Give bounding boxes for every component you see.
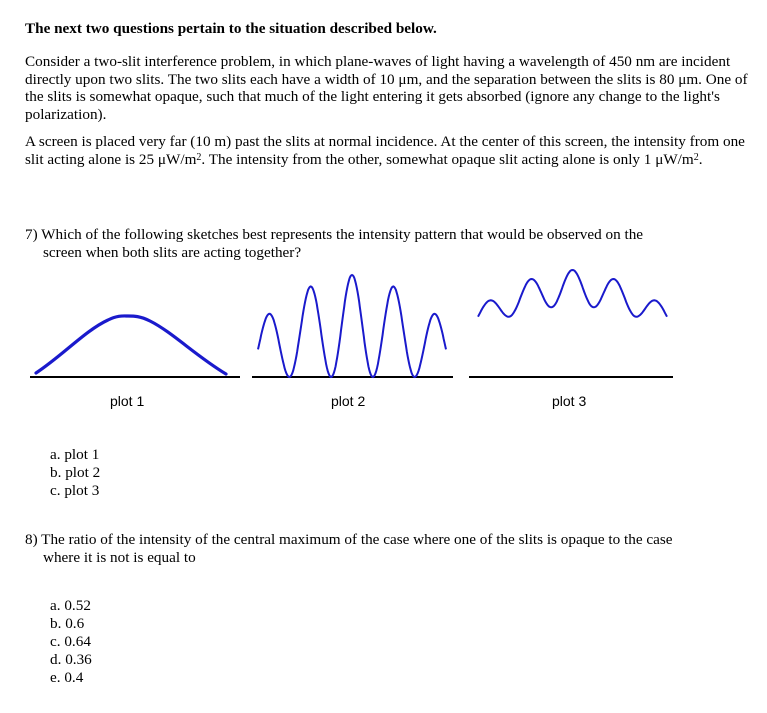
question-7	[25, 226, 725, 261]
section-heading: The next two questions pertain to the situation described below.	[25, 20, 437, 37]
screen-description	[25, 133, 755, 168]
plot-3-curve	[478, 270, 667, 317]
question-8	[25, 531, 725, 566]
plot-2-label: plot 2	[331, 393, 366, 409]
plot-3-sketch	[469, 270, 673, 377]
choice-c[interactable]: c. plot 3	[50, 482, 100, 499]
problem-description: Consider a two-slit interference problem, in which plane-waves of light having a wavelength of 450 nm are incident directly upon two slits. The two slits each have a width of 10 μm, and the separation between the slits is 80 μm. One of the slits is somewhat opaque, such that much of the light entering it gets absorbed (ignore any change to the light's polarization).	[25, 53, 748, 123]
question-7-choices	[50, 446, 100, 500]
choice-b[interactable]: b. plot 2	[50, 464, 101, 481]
plot-3-label: plot 3	[552, 393, 587, 409]
plot-1-label: plot 1	[110, 393, 145, 409]
intensity-sketches	[0, 260, 767, 390]
question-8-line1: 8) The ratio of the intensity of the central maximum of the case where one of the slits is opaque to the case	[25, 531, 673, 548]
choice-d[interactable]: d. 0.36	[50, 651, 92, 668]
superscript-2: 2	[693, 151, 699, 163]
screen-description-part2: . The intensity from the other, somewhat opaque slit acting alone is only 1 μW/m	[201, 150, 694, 168]
plot-1-sketch	[30, 316, 240, 377]
choice-e[interactable]: e. 0.4	[50, 669, 84, 686]
question-8-line2: where it is not is equal to	[43, 548, 196, 566]
choice-b[interactable]: b. 0.6	[50, 615, 85, 632]
screen-description-part3: .	[698, 150, 703, 168]
plot-2-sketch	[252, 275, 453, 377]
plot-1-curve	[36, 316, 226, 374]
question-7-line2: screen when both slits are acting together?	[43, 243, 302, 261]
choice-c[interactable]: c. 0.64	[50, 633, 91, 650]
question-7-line1: 7) Which of the following sketches best represents the intensity pattern that would be observed on the	[25, 226, 644, 243]
choice-a[interactable]: a. 0.52	[50, 597, 91, 614]
question-8-choices	[50, 597, 92, 687]
choice-a[interactable]: a. plot 1	[50, 446, 100, 463]
superscript-2: 2	[196, 151, 202, 163]
screen-description-part1: A screen is placed very far (10 m) past the slits at normal incidence. At the center of this screen, the intensity from one slit acting alone is 25 μW/m	[25, 133, 745, 168]
plot-2-curve	[258, 275, 446, 377]
